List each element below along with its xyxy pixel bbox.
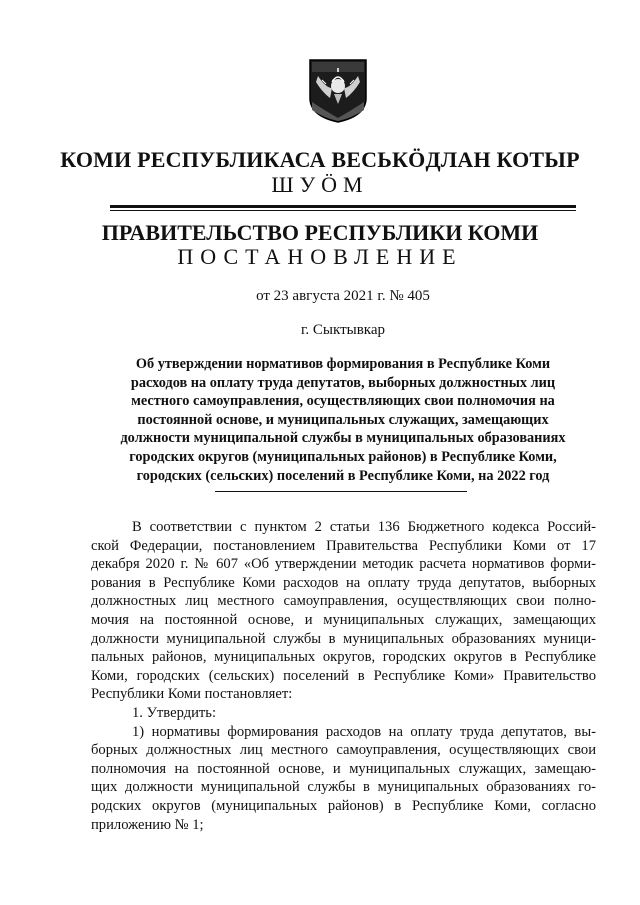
body-line: 1) нормативы формирования расходов на оплату труда депутатов, вы- [132, 723, 596, 740]
body-line: ской Федерации, постановлением Правительства Республики Коми от 17 [91, 537, 596, 554]
coat-of-arms-emblem [308, 58, 368, 124]
subject-line: расходов на оплату труда депутатов, выборных должностных лиц [130, 374, 556, 391]
body-line: должностных лиц местного самоуправления, осуществляющих свои полно- [91, 593, 596, 610]
body-line: Республики Коми постановляет: [91, 686, 293, 703]
decree-body [91, 518, 596, 834]
body-line: рования в Республике Коми расходов на оплату труда депутатов, выборных [91, 574, 596, 591]
body-line: борных должностных лиц местного самоуправления, осуществляющих свои [91, 742, 596, 759]
body-line: пальных районов, муниципальных округов, городских округов в Республике [91, 649, 596, 666]
subject-line: постоянной основе, и муниципальных служащих, замещающих [137, 411, 549, 428]
decree-title: ПОСТАНОВЛЕНИЕ [177, 244, 463, 269]
decree-city: г. Сыктывкар [300, 322, 386, 338]
body-line: должности муниципальной службы в муниципальных образованиях муници- [91, 630, 596, 647]
body-line: щих должности муниципальной службы в муниципальных образованиях го- [91, 779, 596, 796]
komi-government-title: КОМИ РЕСПУБЛИКАСА ВЕСЬКӦДЛАН КОТЫР [60, 147, 580, 172]
decree-date-number: от 23 августа 2021 г. № 405 [256, 288, 430, 304]
subject-line: местного самоуправления, осуществляющих свои полномочия на [131, 393, 555, 410]
header-divider-thin [110, 210, 576, 211]
decree-subject [110, 355, 576, 485]
body-line: В соответствии с пунктом 2 статьи 136 Бюджетного кодекса Россий- [132, 519, 596, 535]
subject-line: должности муниципальной службы в муниципальных образованиях [120, 430, 566, 447]
body-line: декабря 2020 г. № 607 «Об утверждении методик расчета нормативов форми- [91, 556, 596, 573]
body-line: полномочия на постоянной основе, и муниципальных служащих, замещаю- [91, 760, 596, 777]
komi-decree-title: ШУӦМ [271, 172, 369, 197]
body-line: 1. Утвердить: [132, 704, 217, 721]
subject-divider [215, 491, 467, 492]
subject-line: городских (сельских) поселений в Республике Коми, на 2022 год [136, 467, 550, 484]
government-title: ПРАВИТЕЛЬСТВО РЕСПУБЛИКИ КОМИ [101, 220, 539, 245]
body-line: Коми, городских (сельских) поселений в Республике Коми» Правительство [91, 667, 596, 684]
body-line: приложению № 1; [91, 816, 204, 833]
body-line: родских округов (муниципальных районов) в Республике Коми, согласно [91, 797, 596, 814]
header-divider-thick [110, 205, 576, 208]
body-line: мочия на постоянной основе, и муниципальных служащих, замещающих [91, 611, 596, 628]
subject-line: городских округов (муниципальных районов) в Республике Коми, [129, 448, 557, 465]
subject-line: Об утверждении нормативов формирования в Республике Коми [135, 356, 551, 372]
